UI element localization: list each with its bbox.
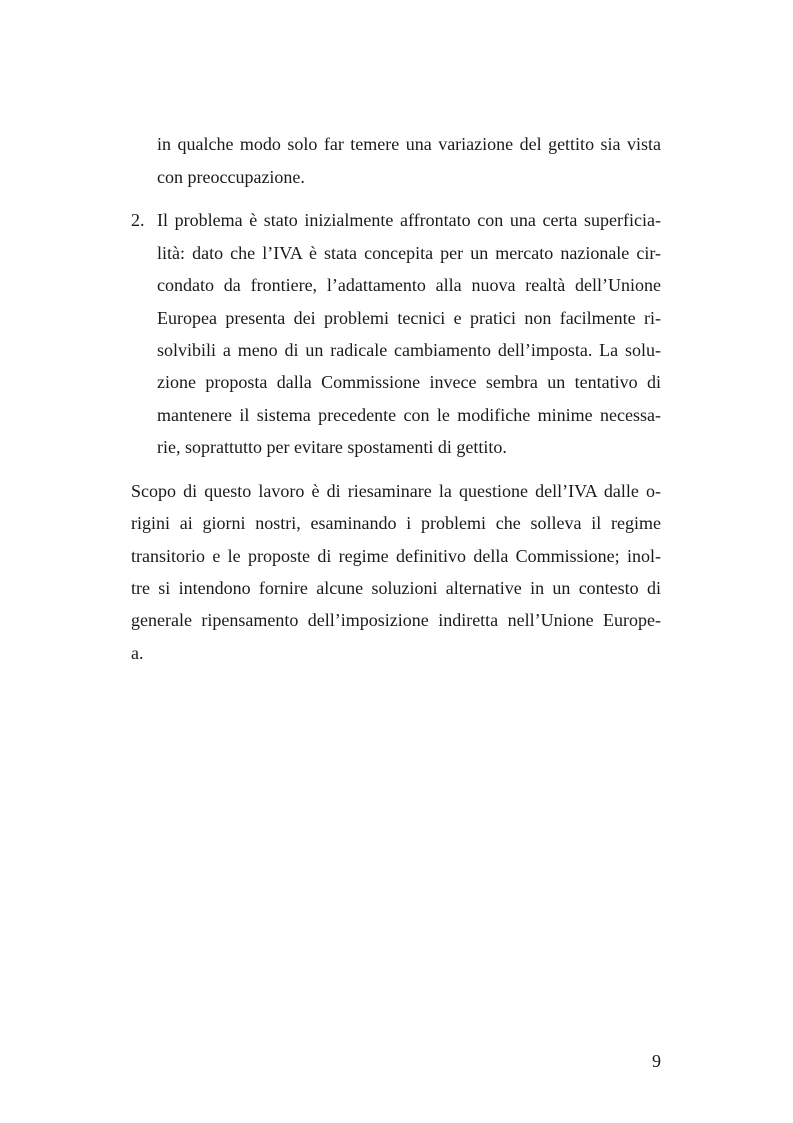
list-continuation-line: con preoccupazione. (157, 167, 305, 187)
list-item-line: condato da frontiere, l’adattamento alla nuova realtà dell’Unione (157, 275, 661, 295)
list-item-marker: 2. (131, 210, 145, 230)
paragraph-line: Scopo di questo lavoro è di riesaminare la questione dell’IVA dalle o- (131, 481, 661, 501)
paragraph-line: rigini ai giorni nostri, esaminando i problemi che solleva il regime (131, 513, 661, 533)
paragraph-line: generale ripensamento dell’imposizione indiretta nell’Unione Europe- (131, 610, 661, 630)
paragraph-line: a. (131, 643, 144, 663)
list-item-line: lità: dato che l’IVA è stata concepita per un mercato nazionale cir- (157, 243, 661, 263)
list-item-line: zione proposta dalla Commissione invece sembra un tentativo di (157, 372, 661, 392)
list-item-line: Il problema è stato inizialmente affrontato con una certa superficia- (157, 210, 661, 230)
list-continuation-line: in qualche modo solo far temere una variazione del gettito sia vista (157, 134, 661, 154)
page-number: 9 (652, 1051, 661, 1071)
paragraph-line: transitorio e le proposte di regime definitivo della Commissione; inol- (131, 546, 661, 566)
list-item-line: rie, soprattutto per evitare spostamenti di gettito. (157, 437, 507, 457)
list-item-line: mantenere il sistema precedente con le modifiche minime necessa- (157, 405, 661, 425)
paragraph-line: tre si intendono fornire alcune soluzioni alternative in un contesto di (131, 578, 661, 598)
list-item-line: solvibili a meno di un radicale cambiamento dell’imposta. La solu- (157, 340, 661, 360)
list-item-line: Europea presenta dei problemi tecnici e pratici non facilmente ri- (157, 308, 661, 328)
